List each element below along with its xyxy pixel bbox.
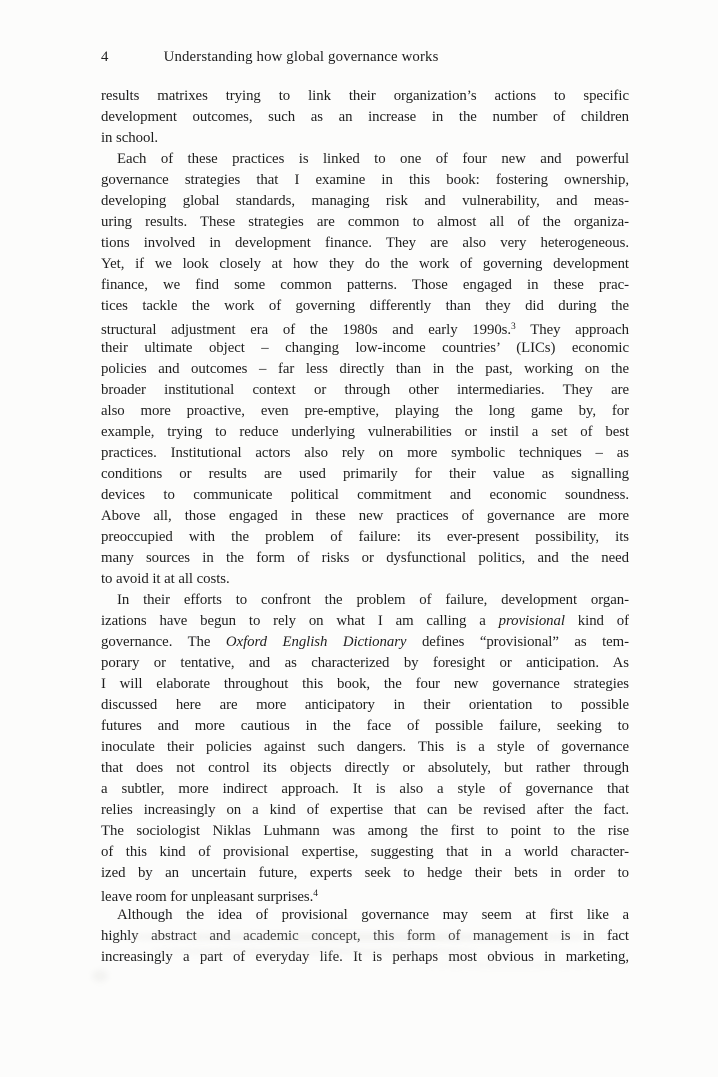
scan-artifact — [92, 970, 108, 982]
text-line — [101, 716, 629, 737]
text-run: preoccupied with the problem of failure: its ever-present possibility, its — [101, 529, 629, 545]
text-run: structural adjustment era of the 1980s and early 1990s. — [101, 322, 512, 338]
text-run: porary or tentative, and as characterized by foresight or anticipation. As — [101, 655, 629, 671]
body-text — [101, 86, 629, 968]
text-line — [101, 107, 629, 128]
text-line — [101, 485, 629, 506]
text-run: example, trying to reduce underlying vulnerabilities or instil a set of best — [101, 424, 629, 440]
text-line — [101, 254, 629, 275]
text-run: ized by an uncertain future, experts seek to hedge their bets in order to — [101, 865, 629, 881]
text-line — [101, 296, 629, 317]
scan-artifact — [110, 933, 610, 941]
text-line — [101, 86, 629, 107]
text-run: practices. Institutional actors also rely on more symbolic techniques – as — [101, 445, 629, 461]
running-header — [101, 47, 629, 68]
text-line — [101, 632, 629, 653]
text-run: They approach — [515, 322, 629, 338]
text-run: highly abstract and academic concept, this form of management is in fact — [101, 928, 629, 944]
running-title: Understanding how global governance works — [163, 49, 439, 65]
text-run: their ultimate object – changing low-income countries’ (LICs) economic — [101, 340, 629, 356]
text-run: a subtler, more indirect approach. It is also a style of governance that — [101, 781, 629, 797]
text-line — [101, 275, 629, 296]
text-line — [101, 884, 629, 905]
text-line — [101, 758, 629, 779]
text-line — [101, 506, 629, 527]
text-run: uring results. These strategies are common to almost all of the organiza- — [101, 214, 629, 230]
text-run: increasingly a part of everyday life. It is perhaps most obvious in marketing, — [101, 949, 629, 965]
text-run: also more proactive, even pre-emptive, playing the long game by, for — [101, 403, 629, 419]
footnote-ref: 3 — [511, 322, 516, 332]
text-run: devices to communicate political commitment and economic soundness. — [101, 487, 629, 503]
text-line — [101, 338, 629, 359]
text-run: I will elaborate throughout this book, the four new governance strategies — [101, 676, 629, 692]
text-run: Above all, those engaged in these new practices of governance are more — [101, 508, 629, 524]
text-line — [101, 653, 629, 674]
text-line — [101, 842, 629, 863]
text-run: discussed here are more anticipatory in their orientation to possible — [101, 697, 629, 713]
text-line — [101, 464, 629, 485]
text-run: in school. — [101, 130, 159, 146]
text-run: tices tackle the work of governing differently than they did during the — [101, 298, 629, 314]
text-run: The sociologist Niklas Luhmann was among the first to point to the rise — [101, 823, 629, 839]
text-run: broader institutional context or through other intermediaries. They are — [101, 382, 629, 398]
text-run: developing global standards, managing risk and vulnerability, and meas- — [101, 193, 629, 209]
text-line — [101, 128, 629, 149]
text-run: of this kind of provisional expertise, suggesting that in a world character- — [101, 844, 629, 860]
text-line — [101, 422, 629, 443]
text-line — [101, 212, 629, 233]
text-line — [101, 611, 629, 632]
scan-artifact — [420, 962, 600, 968]
text-run: development outcomes, such as an increase in the number of children — [101, 109, 629, 125]
footnote-ref: 4 — [313, 889, 319, 899]
text-line — [101, 800, 629, 821]
text-line — [101, 737, 629, 758]
text-run: tions involved in development finance. They are also very heterogeneous. — [101, 235, 629, 251]
text-run: Each of these practices is linked to one of four new and powerful — [117, 151, 629, 167]
scan-artifact — [150, 948, 480, 955]
text-line — [101, 905, 629, 926]
text-run: governance. The — [101, 634, 226, 650]
text-run: leave room for unpleasant surprises. — [101, 889, 314, 905]
text-line — [101, 695, 629, 716]
text-run: In their efforts to confront the problem of failure, development organ- — [117, 592, 629, 608]
text-run: results matrixes trying to link their organization’s actions to specific — [101, 88, 629, 104]
text-run: many sources in the form of risks or dysfunctional politics, and the need — [101, 550, 629, 566]
text-run: relies increasingly on a kind of expertise that can be revised after the fact. — [101, 802, 629, 818]
text-line — [101, 359, 629, 380]
text-line — [101, 569, 629, 590]
text-line — [101, 149, 629, 170]
text-line — [101, 590, 629, 611]
text-line — [101, 317, 629, 338]
text-line — [101, 170, 629, 191]
text-run: provisional — [498, 613, 565, 629]
text-line — [101, 401, 629, 422]
text-run: that does not control its objects directly or absolutely, but rather through — [101, 760, 629, 776]
text-line — [101, 779, 629, 800]
text-line — [101, 233, 629, 254]
text-run: Although the idea of provisional governance may seem at first like a — [117, 907, 629, 923]
text-run: finance, we find some common patterns. Those engaged in these prac- — [101, 277, 629, 293]
text-line — [101, 674, 629, 695]
text-run: governance strategies that I examine in this book: fostering ownership, — [101, 172, 629, 188]
text-line — [101, 443, 629, 464]
text-line — [101, 527, 629, 548]
text-line — [101, 191, 629, 212]
text-run: conditions or results are used primarily for their value as signalling — [101, 466, 629, 482]
text-run: Yet, if we look closely at how they do the work of governing development — [101, 256, 629, 272]
text-run: to avoid it at all costs. — [101, 571, 230, 587]
text-run: policies and outcomes – far less directly than in the past, working on the — [101, 361, 629, 377]
text-run: izations have begun to rely on what I am calling a — [101, 613, 499, 629]
text-run: defines “provisional” as tem- — [406, 634, 629, 650]
text-line — [101, 380, 629, 401]
text-run: kind of — [564, 613, 629, 629]
text-line — [101, 821, 629, 842]
text-run: Oxford English Dictionary — [225, 634, 407, 650]
text-line — [101, 548, 629, 569]
page-number: 4 — [101, 49, 109, 65]
text-line — [101, 863, 629, 884]
text-run: inoculate their policies against such dangers. This is a style of governance — [101, 739, 629, 755]
text-run: futures and more cautious in the face of possible failure, seeking to — [101, 718, 629, 734]
